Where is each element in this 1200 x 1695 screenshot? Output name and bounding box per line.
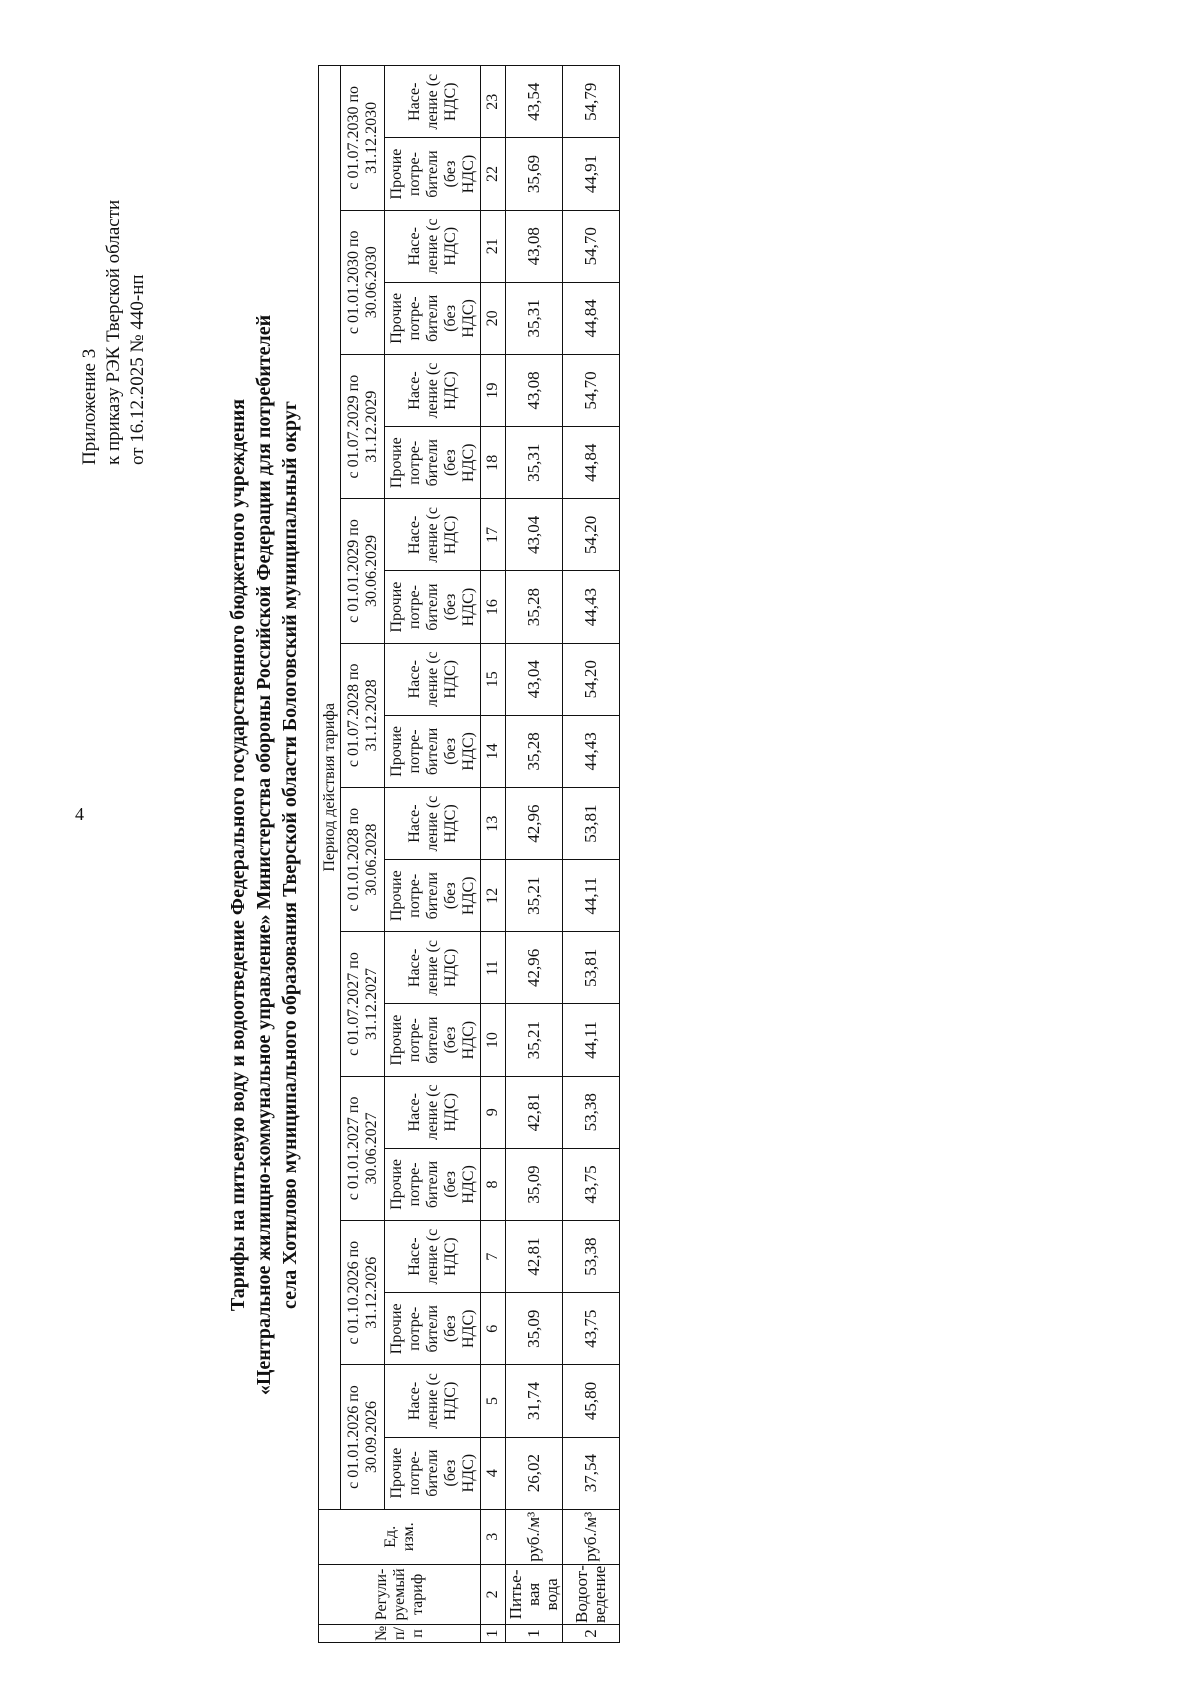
column-number: 13 — [481, 787, 506, 859]
column-number: 3 — [481, 1509, 506, 1564]
subheader-other-consumers: Прочие потре-бители (без НДС) — [385, 138, 481, 210]
period-header: с 01.01.2028 по 30.06.2028 — [341, 787, 385, 931]
tariff-value-cell: 43,04 — [506, 499, 563, 571]
table-row — [563, 66, 620, 1643]
tariff-value-cell: 35,31 — [506, 282, 563, 354]
header-period: Период действия тарифа — [319, 66, 341, 1510]
table-row — [506, 66, 563, 1643]
column-number: 10 — [481, 1004, 506, 1076]
header-number: № п/п — [319, 1624, 481, 1642]
title-line: Тарифы на питьевую воду и водоотведение Федерального государственного бюджетного учреждения — [227, 398, 249, 1312]
tariff-value-cell: 42,96 — [506, 932, 563, 1004]
tariff-value-cell: 43,04 — [506, 643, 563, 715]
column-number: 4 — [481, 1437, 506, 1509]
row-tariff-name: Питье-вая вода — [506, 1564, 563, 1624]
tariff-value-cell: 44,11 — [563, 860, 620, 932]
column-number: 23 — [481, 66, 506, 138]
title-line: «Центральное жилищно-коммунальное управление» Министерства обороны Российской Федерации для потребителей — [253, 314, 275, 1396]
period-header: с 01.10.2026 по 31.12.2026 — [341, 1221, 385, 1365]
row-tariff-name: Водоот-ведение — [563, 1564, 620, 1624]
page-number: 4 — [75, 804, 84, 824]
subheader-other-consumers: Прочие потре-бители (без НДС) — [385, 571, 481, 643]
period-header: с 01.07.2029 по 31.12.2029 — [341, 354, 385, 498]
tariff-value-cell: 35,09 — [506, 1293, 563, 1365]
document-title — [225, 55, 303, 1655]
row-number: 1 — [506, 1624, 563, 1642]
tariff-value-cell: 43,75 — [563, 1148, 620, 1220]
column-number: 22 — [481, 138, 506, 210]
rotated-page-content — [0, 15, 1100, 1695]
subheader-other-consumers: Прочие потре-бители (без НДС) — [385, 1148, 481, 1220]
tariff-value-cell: 53,38 — [563, 1221, 620, 1293]
column-number: 18 — [481, 427, 506, 499]
period-header: с 01.07.2030 по 31.12.2030 — [341, 66, 385, 211]
tariff-value-cell: 54,20 — [563, 499, 620, 571]
tariff-value-cell: 43,08 — [506, 210, 563, 282]
column-number: 17 — [481, 499, 506, 571]
subheader-population: Насе-ление (с НДС) — [385, 66, 481, 138]
column-number: 1 — [481, 1624, 506, 1642]
tariff-table — [318, 65, 620, 1643]
header-unit: Ед. изм. — [319, 1509, 481, 1564]
column-number: 6 — [481, 1293, 506, 1365]
tariff-value-cell: 44,11 — [563, 1004, 620, 1076]
subheader-other-consumers: Прочие потре-бители (без НДС) — [385, 1293, 481, 1365]
header-tariff: Регули-руемый тариф — [319, 1564, 481, 1624]
tariff-value-cell: 35,09 — [506, 1148, 563, 1220]
column-number: 2 — [481, 1564, 506, 1624]
column-number: 16 — [481, 571, 506, 643]
subheader-other-consumers: Прочие потре-бители (без НДС) — [385, 1437, 481, 1509]
column-number: 21 — [481, 210, 506, 282]
subheader-population: Насе-ление (с НДС) — [385, 499, 481, 571]
period-header: с 01.07.2027 по 31.12.2027 — [341, 932, 385, 1076]
subheader-population: Насе-ление (с НДС) — [385, 787, 481, 859]
subheader-population: Насе-ление (с НДС) — [385, 1076, 481, 1148]
tariff-value-cell: 53,81 — [563, 932, 620, 1004]
subheader-other-consumers: Прочие потре-бители (без НДС) — [385, 282, 481, 354]
tariff-value-cell: 44,84 — [563, 282, 620, 354]
tariff-value-cell: 53,38 — [563, 1076, 620, 1148]
column-number: 19 — [481, 354, 506, 426]
subheader-other-consumers: Прочие потре-бители (без НДС) — [385, 427, 481, 499]
tariff-value-cell: 35,21 — [506, 860, 563, 932]
period-header: с 01.01.2029 по 30.06.2029 — [341, 499, 385, 643]
tariff-value-cell: 35,31 — [506, 427, 563, 499]
tariff-value-cell: 54,79 — [563, 66, 620, 138]
tariff-value-cell: 54,20 — [563, 643, 620, 715]
tariff-value-cell: 35,69 — [506, 138, 563, 210]
tariff-value-cell: 43,75 — [563, 1293, 620, 1365]
tariff-value-cell: 43,54 — [506, 66, 563, 138]
period-header: с 01.01.2027 по 30.06.2027 — [341, 1076, 385, 1220]
appendix-line: Приложение 3 — [79, 348, 100, 465]
tariff-value-cell: 53,81 — [563, 787, 620, 859]
column-number: 14 — [481, 715, 506, 787]
column-number: 5 — [481, 1365, 506, 1437]
tariff-value-cell: 35,28 — [506, 571, 563, 643]
appendix-reference — [78, 200, 150, 465]
subheader-other-consumers: Прочие потре-бители (без НДС) — [385, 860, 481, 932]
subheader-other-consumers: Прочие потре-бители (без НДС) — [385, 1004, 481, 1076]
tariff-value-cell: 37,54 — [563, 1437, 620, 1509]
period-header: с 01.01.2026 по 30.09.2026 — [341, 1365, 385, 1509]
row-unit: руб./м³ — [563, 1509, 620, 1564]
tariff-value-cell: 42,81 — [506, 1076, 563, 1148]
column-number: 12 — [481, 860, 506, 932]
column-number: 20 — [481, 282, 506, 354]
subheader-other-consumers: Прочие потре-бители (без НДС) — [385, 715, 481, 787]
tariff-value-cell: 44,43 — [563, 571, 620, 643]
tariff-value-cell: 44,84 — [563, 427, 620, 499]
tariff-value-cell: 44,91 — [563, 138, 620, 210]
tariff-value-cell: 54,70 — [563, 354, 620, 426]
tariff-value-cell: 45,80 — [563, 1365, 620, 1437]
appendix-line: от 16.12.2025 № 440-нп — [127, 274, 148, 465]
title-line: села Хотилово муниципального образования Тверской области Бологовский муниципальный округ — [279, 401, 301, 1309]
tariff-value-cell: 31,74 — [506, 1365, 563, 1437]
tariff-value-cell: 26,02 — [506, 1437, 563, 1509]
subheader-population: Насе-ление (с НДС) — [385, 210, 481, 282]
period-header: с 01.01.2030 по 30.06.2030 — [341, 210, 385, 354]
appendix-line: к приказу РЭК Тверской области — [103, 199, 124, 465]
subheader-population: Насе-ление (с НДС) — [385, 932, 481, 1004]
column-number: 8 — [481, 1148, 506, 1220]
row-unit: руб./м³ — [506, 1509, 563, 1564]
tariff-value-cell: 35,21 — [506, 1004, 563, 1076]
subheader-population: Насе-ление (с НДС) — [385, 354, 481, 426]
tariff-value-cell: 35,28 — [506, 715, 563, 787]
column-number: 7 — [481, 1221, 506, 1293]
tariff-value-cell: 43,08 — [506, 354, 563, 426]
tariff-value-cell: 42,81 — [506, 1221, 563, 1293]
subheader-population: Насе-ление (с НДС) — [385, 643, 481, 715]
column-number: 11 — [481, 932, 506, 1004]
column-number: 9 — [481, 1076, 506, 1148]
column-number: 15 — [481, 643, 506, 715]
row-number: 2 — [563, 1624, 620, 1642]
period-header: с 01.07.2028 по 31.12.2028 — [341, 643, 385, 787]
subheader-population: Насе-ление (с НДС) — [385, 1221, 481, 1293]
subheader-population: Насе-ление (с НДС) — [385, 1365, 481, 1437]
tariff-value-cell: 44,43 — [563, 715, 620, 787]
tariff-value-cell: 54,70 — [563, 210, 620, 282]
tariff-value-cell: 42,96 — [506, 787, 563, 859]
